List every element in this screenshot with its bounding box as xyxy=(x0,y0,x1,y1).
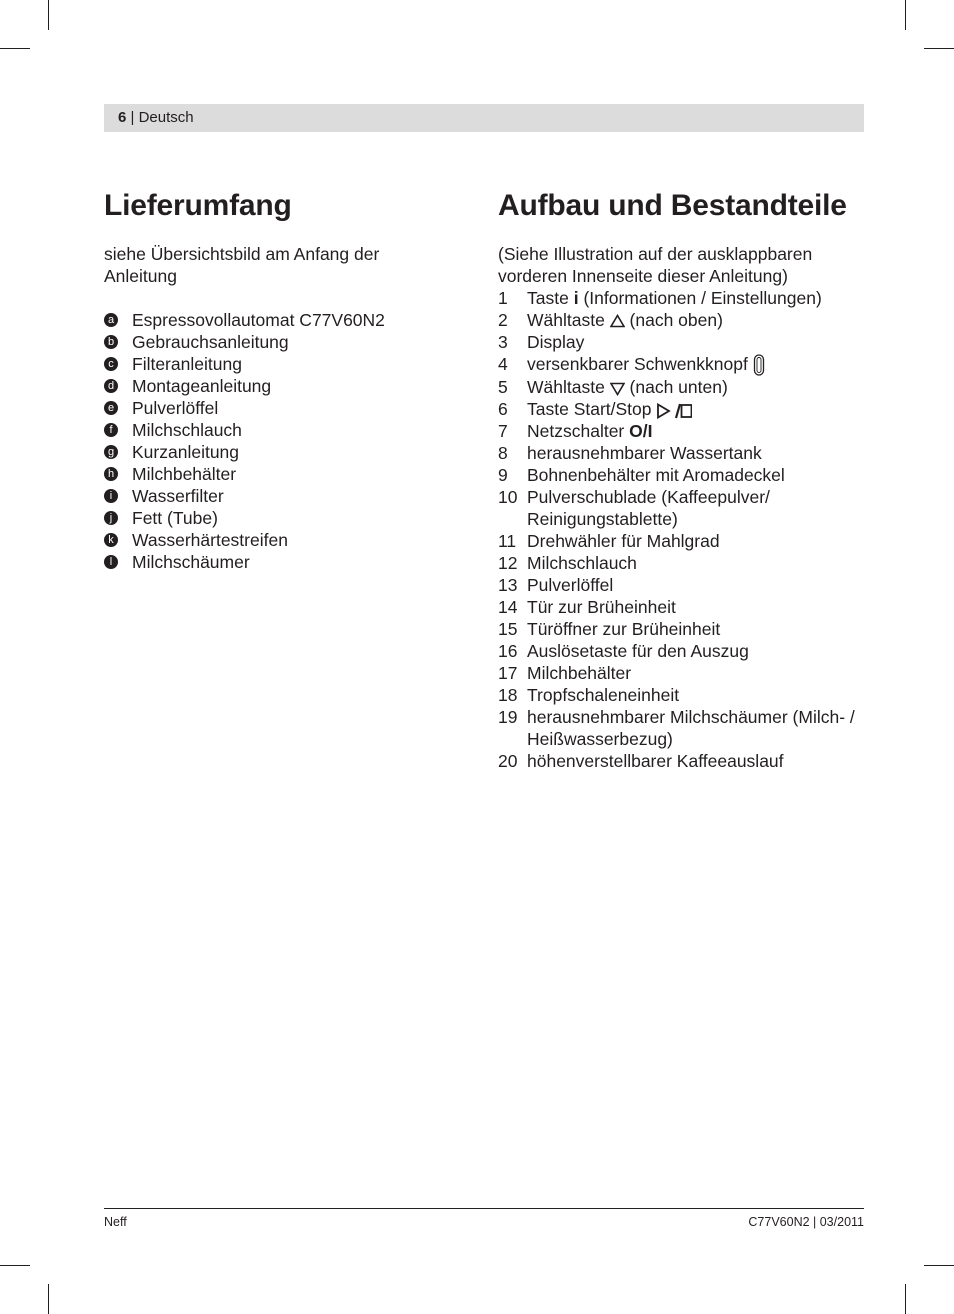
item-label xyxy=(527,464,858,486)
item-label: Milchschlauch xyxy=(132,420,242,440)
list-item xyxy=(104,353,424,375)
item-text: Pulverschublade (Kaffeepulver/ Reinigungstablette) xyxy=(527,487,775,530)
item-text: Taste Start/Stop xyxy=(527,399,657,420)
item-number: 15 xyxy=(498,619,518,640)
item-label: Milchbehälter xyxy=(132,464,237,484)
item-number: 17 xyxy=(498,663,518,684)
item-text: Display xyxy=(527,332,585,352)
list-item xyxy=(498,596,858,618)
header-language: Deutsch xyxy=(138,109,194,126)
item-letter-badge: c xyxy=(104,357,118,371)
item-text: Milchschlauch xyxy=(527,553,637,574)
item-label xyxy=(527,287,858,309)
list-item xyxy=(104,309,424,331)
list-item xyxy=(498,574,858,596)
list-item xyxy=(498,309,858,331)
item-number: 2 xyxy=(498,310,508,330)
item-text: Tür zur Brüheinheit xyxy=(527,597,676,618)
item-label xyxy=(527,662,858,684)
item-number: 16 xyxy=(498,641,518,662)
crop-mark xyxy=(48,0,49,30)
aufbau-title: Aufbau und Bestandteile xyxy=(498,189,847,222)
footer-model-date: C77V60N2 | 03/2011 xyxy=(748,1215,864,1229)
item-number: 12 xyxy=(498,553,518,574)
header-separator: | xyxy=(126,109,139,126)
list-item xyxy=(498,750,858,772)
item-number: 19 xyxy=(498,707,518,728)
item-number: 7 xyxy=(498,421,508,442)
list-item xyxy=(104,397,424,419)
crop-mark xyxy=(924,1265,954,1266)
item-letter-badge: l xyxy=(104,555,118,569)
item-text: Netzschalter xyxy=(527,421,630,442)
crop-mark xyxy=(48,1284,49,1314)
list-item xyxy=(104,507,424,529)
item-label: Wasserhärtestreifen xyxy=(132,530,288,550)
item-text: Türöffner zur Brüheinheit xyxy=(527,619,721,640)
item-letter-badge: h xyxy=(104,467,118,481)
item-label xyxy=(527,331,858,353)
item-number: 10 xyxy=(498,487,518,508)
list-item xyxy=(498,420,858,442)
lieferumfang-section xyxy=(104,243,424,573)
item-bold-text: i xyxy=(573,288,579,308)
item-label xyxy=(527,442,858,464)
item-text: Tropfschaleneinheit xyxy=(527,685,680,706)
footer-rule xyxy=(104,1208,864,1209)
item-label xyxy=(527,640,858,662)
lieferumfang-title: Lieferumfang xyxy=(104,189,292,222)
crop-mark xyxy=(905,1284,906,1314)
item-label xyxy=(527,398,858,420)
item-letter-badge: g xyxy=(104,445,118,459)
item-label xyxy=(527,353,858,376)
item-label xyxy=(527,750,858,772)
item-letter-badge: i xyxy=(104,489,118,503)
item-label: Gebrauchsanleitung xyxy=(132,332,289,352)
item-text: Wähltaste xyxy=(527,310,610,330)
triangle-down-icon xyxy=(610,377,625,397)
item-text: Bohnenbehälter mit Aromadeckel xyxy=(527,465,785,486)
footer-brand: Neff xyxy=(104,1215,127,1229)
item-text-suffix: (nach oben) xyxy=(624,310,723,330)
list-item xyxy=(104,419,424,441)
item-label xyxy=(527,574,858,596)
triangle-up-icon xyxy=(610,310,625,330)
item-bold-text: O/I xyxy=(629,421,653,442)
list-item xyxy=(104,485,424,507)
item-letter-badge: e xyxy=(104,401,118,415)
item-number: 3 xyxy=(498,332,508,352)
item-label: Kurzanleitung xyxy=(132,442,240,462)
list-item xyxy=(498,552,858,574)
list-item xyxy=(498,640,858,662)
item-number: 14 xyxy=(498,597,518,618)
item-label xyxy=(527,420,858,442)
knob-icon xyxy=(753,354,765,374)
item-number: 11 xyxy=(498,531,517,552)
item-label: Milchschäumer xyxy=(132,552,250,572)
item-text: Taste xyxy=(527,288,574,308)
item-text: Auslösetaste für den Auszug xyxy=(527,641,749,662)
item-letter-badge: a xyxy=(104,313,118,327)
list-item xyxy=(104,529,424,551)
item-text: Pulverlöffel xyxy=(527,575,614,596)
list-item xyxy=(498,662,858,684)
item-label: Wasserfilter xyxy=(132,486,224,506)
list-item xyxy=(498,331,858,353)
list-item xyxy=(498,398,858,420)
item-label xyxy=(527,376,858,398)
item-number: 4 xyxy=(498,354,508,374)
page-header xyxy=(104,104,864,132)
item-text-suffix: (Informationen / Einstellungen) xyxy=(578,288,822,308)
list-item xyxy=(104,463,424,485)
item-label: Espressovollautomat C77V60N2 xyxy=(132,310,385,330)
item-letter-badge: k xyxy=(104,533,118,547)
item-number: 9 xyxy=(498,465,508,486)
item-number: 13 xyxy=(498,575,518,596)
item-text: versenkbarer Schwenkknopf xyxy=(527,354,753,374)
page-number: 6 xyxy=(118,109,127,126)
item-letter-badge: b xyxy=(104,335,118,349)
list-item xyxy=(498,706,858,750)
list-item xyxy=(104,551,424,573)
item-label: Fett (Tube) xyxy=(132,508,218,528)
item-text: Milchbehälter xyxy=(527,663,632,684)
crop-mark xyxy=(905,0,906,30)
item-label: Montageanleitung xyxy=(132,376,272,396)
item-number: 18 xyxy=(498,685,518,706)
item-letter-badge: j xyxy=(104,511,118,525)
aufbau-list xyxy=(498,287,858,772)
item-number: 6 xyxy=(498,399,508,420)
item-number: 1 xyxy=(498,288,508,308)
crop-mark xyxy=(0,48,30,49)
list-item xyxy=(104,375,424,397)
item-label xyxy=(527,309,858,331)
item-label xyxy=(527,618,858,640)
crop-mark xyxy=(0,1265,30,1266)
list-item xyxy=(104,331,424,353)
list-item xyxy=(498,353,858,376)
item-number: 5 xyxy=(498,377,508,398)
item-label xyxy=(527,684,858,706)
item-text-suffix: (nach unten) xyxy=(624,377,728,398)
item-number: 20 xyxy=(498,751,518,772)
list-item xyxy=(104,441,424,463)
list-item xyxy=(498,376,858,398)
aufbau-intro: (Siehe Illustration auf der ausklappbaren vorderen Innenseite dieser Anleitung) xyxy=(498,244,813,286)
item-number: 8 xyxy=(498,443,508,464)
item-label xyxy=(527,486,858,530)
item-label xyxy=(527,596,858,618)
item-label xyxy=(527,552,858,574)
item-text: herausnehmbarer Milchschäumer (Milch- / Heißwasserbezug) xyxy=(527,707,860,750)
item-letter-badge: f xyxy=(104,423,118,437)
item-label: Filteranleitung xyxy=(132,354,242,374)
item-text: Wähltaste xyxy=(527,377,610,398)
list-item xyxy=(498,618,858,640)
list-item xyxy=(498,486,858,530)
list-item xyxy=(498,464,858,486)
item-text: höhenverstellbarer Kaffeeauslauf xyxy=(527,751,784,772)
item-label xyxy=(527,706,858,750)
start-stop-icon xyxy=(656,399,692,419)
crop-mark xyxy=(924,48,954,49)
lieferumfang-intro: siehe Übersichtsbild am Anfang der Anleitung xyxy=(104,244,380,286)
lieferumfang-list xyxy=(104,309,424,573)
list-item xyxy=(498,287,858,309)
item-label xyxy=(527,530,858,552)
item-text: Drehwähler für Mahlgrad xyxy=(527,531,720,552)
item-label: Pulverlöffel xyxy=(132,398,219,418)
list-item xyxy=(498,530,858,552)
item-text: herausnehmbarer Wassertank xyxy=(527,443,762,464)
item-letter-badge: d xyxy=(104,379,118,393)
list-item xyxy=(498,442,858,464)
aufbau-section xyxy=(498,243,858,772)
list-item xyxy=(498,684,858,706)
